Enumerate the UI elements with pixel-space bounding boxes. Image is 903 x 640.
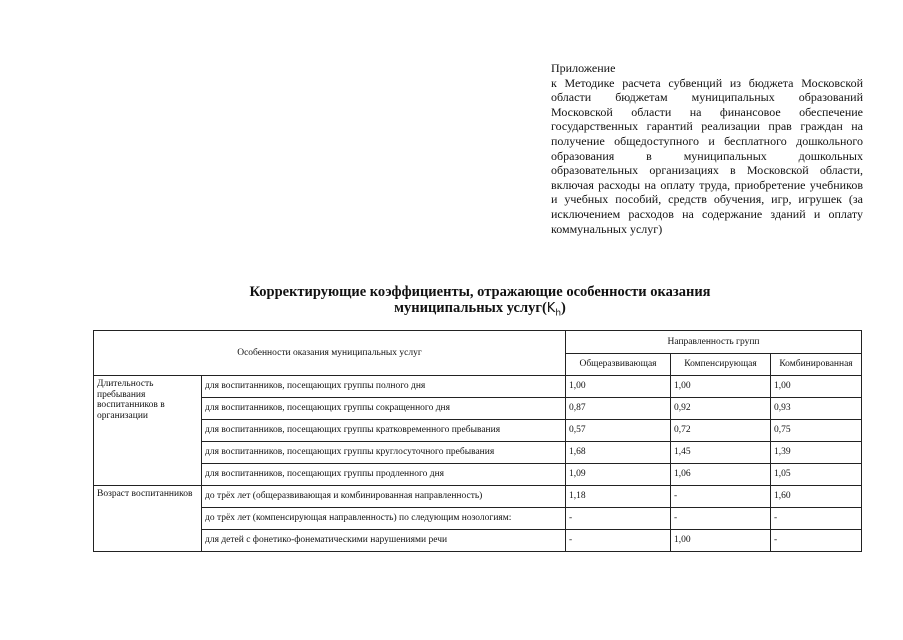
table-row [94,442,862,464]
row-label: для воспитанников, посещающих группы сокращенного дня [202,398,566,420]
value-cell: 1,00 [771,376,862,398]
row-label: до трёх лет (компенсирующая направленность) по следующим нозологиям: [202,508,566,530]
title-line-2 [120,300,840,322]
column-header-general: Общеразвивающая [566,354,671,376]
table-row [94,486,862,508]
coefficients-table [93,330,862,552]
table-row [94,376,862,398]
title-close-paren: ) [561,300,566,316]
row-label: для воспитанников, посещающих группы круглосуточного пребывания [202,442,566,464]
appendix-heading: Приложение [551,61,616,75]
value-cell: 1,45 [671,442,771,464]
row-label: для воспитанников, посещающих группы полного дня [202,376,566,398]
value-cell: 1,00 [671,530,771,552]
features-header: Особенности оказания муниципальных услуг [94,331,566,376]
value-cell: - [771,508,862,530]
value-cell: 0,92 [671,398,771,420]
groups-header: Направленность групп [566,331,862,354]
row-label: до трёх лет (общеразвивающая и комбинированная направленность) [202,486,566,508]
table-row [94,508,862,530]
table-row [94,464,862,486]
value-cell: 1,18 [566,486,671,508]
value-cell: 1,00 [671,376,771,398]
table-row [94,398,862,420]
value-cell: 1,06 [671,464,771,486]
coefficient-symbol [546,301,562,319]
value-cell: 1,00 [566,376,671,398]
value-cell: 0,87 [566,398,671,420]
appendix-note [551,61,863,236]
table-row [94,420,862,442]
value-cell: 0,93 [771,398,862,420]
category-duration: Длительность пребывания воспитанников в организации [94,376,202,486]
row-label: для воспитанников, посещающих группы продленного дня [202,464,566,486]
value-cell: 1,60 [771,486,862,508]
value-cell: - [566,530,671,552]
table-row [94,530,862,552]
page-title [120,284,840,322]
value-cell: - [671,508,771,530]
row-label: для детей с фонетико-фонематическими нарушениями речи [202,530,566,552]
appendix-text: к Методике расчета субвенций из бюджета Московской области бюджетам муниципальных образований Московской области на финансовое обеспечение государственных гарантий реализации прав граждан на получение общедоступного и бесплатного дошкольного образования в муниципальных дошкольных образовательных организациях в Московской области, включая расходы на оплату труда, приобретение учебников и учебных пособий, средств обучения, игр, игрушек (за исключением расходов на содержание зданий и оплату коммунальных услуг) [551,75,863,236]
value-cell: 0,57 [566,420,671,442]
category-age: Возраст воспитанников [94,486,202,552]
title-line-2-text: муниципальных услуг( [394,300,547,316]
column-header-compensating: Компенсирующая [671,354,771,376]
row-label: для воспитанников, посещающих группы кратковременного пребывания [202,420,566,442]
value-cell: 1,68 [566,442,671,464]
value-cell: 1,05 [771,464,862,486]
title-line-1: Корректирующие коэффициенты, отражающие особенности оказания [249,284,711,300]
value-cell: - [566,508,671,530]
value-cell: - [671,486,771,508]
value-cell: 0,72 [671,420,771,442]
value-cell: 1,09 [566,464,671,486]
value-cell: 1,39 [771,442,862,464]
coefficient-subscript: h [555,308,562,319]
value-cell: - [771,530,862,552]
column-header-combined: Комбинированная [771,354,862,376]
coefficient-letter: K [546,301,556,316]
value-cell: 0,75 [771,420,862,442]
